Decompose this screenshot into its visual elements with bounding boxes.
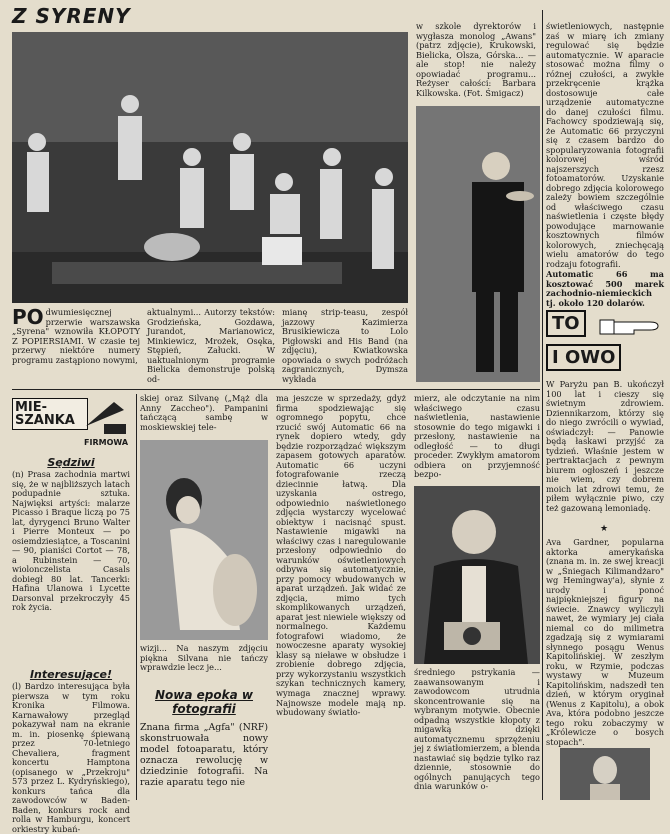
silvana-photo bbox=[140, 440, 268, 640]
agfa-col3: mierz, ale odczytanie na nim właściwego czasu naświetlenia, nastawienie stosownie do tego migawki i przesłony, nastawienie na odległość — to długi proceder. Zwykłym amatorom odbiera on przyjemność bezpo- bbox=[414, 393, 540, 480]
agfa-col1: Znana firma „Agfa" (NRF) skonstruowała nowy model fotoaparatu, który oznacza rewolucję w dziedzinie fotografii. Na razie aparatu tego nie bbox=[140, 722, 268, 789]
to-i-owo-text2: Ava Gardner, popularna aktorka amerykańska (znana m. in. ze swej kreacji w „Śniegach Kilimandżaro" wg Hemingway'a), słynie z urody i ponoć najpiękniejszej figury na świecie. Znawcy wyliczyli nawet, że wymiary jej ciała niemal co do milimetra zgadzają się z wymiarami słynnego posągu Wenus Kapitolińskiej. W zeszłym roku, w Rzymie, podczas wystawy w Muzeum Kapitolińskim, nadszedł ten dzień, w którym oryginał (Wenus z Kapitolu), a obok Ava, która podobno jeszcze tego roku zobaczymy w „Królewicze o bosych stopach". bbox=[546, 537, 664, 747]
pointing-hand-icon bbox=[600, 312, 664, 340]
agfa-col3-bottom: średniego pstrykania — zaawansowanym i zawodowcom utrudnia skoncentrowanie się na wybranym motywie. Obecnie odpadną wszystkie kłopoty z migawką dzięki automatycznemu sprzężeniu jej z światłomierzem, a blenda nastawiać się będzie tylko raz dziennie, stosownie do ogólnych panujących tego dnia warunków o- bbox=[414, 667, 540, 792]
to-i-owo-title-owo: I OWO bbox=[546, 344, 621, 371]
to-i-owo-text1: W Paryżu pan B. ukończył 100 lat i cieszy się świetnym zdrowiem. Dziennikarzom, którzy się do niego zwrócili o wywiad, oświadczył: — Panowie będą łaskawi przyjść za tydzień. Właśnie jestem w pertraktacjach z pewnym biurem ogłoszeń i jeszcze nie wiem, czy dobrem moich lat zdrowi temu, że piłem wyłącznie piwo, czy też gazowaną lemoniadę. bbox=[546, 379, 664, 513]
interesujace-text: (l) Bardzo interesująca była pierwsza w tym roku Kronika Filmowa. Karnawałowy przegląd pokazywał nam na ekranie m. in. piosenkę śpiewaną przez 70-letniego Chevaliera, fragment koncertu Hamptona (opisanego w „Przekroju" 573 przez L. Kydryńskiego), konkurs tańca dla zawodowców w Baden-Baden, konkurs rock and rolla w Hamburgu, koncert orkiestry kubań- bbox=[12, 681, 130, 834]
gramophone-icon bbox=[84, 396, 130, 436]
mieszanka-logo-text: MIE-SZANKA bbox=[12, 398, 88, 430]
syreny-lead-text: PO dwumiesięcznej przerwie warszawska „Syrena" wznowiła KŁOPOTY Z POPIERSIAMI. W czasie tej przerwy niektóre numery programu zastąpiono nowymi, bbox=[12, 305, 140, 365]
automatic-price: Automatic 66 ma kosztować 500 marek zachodnio-niemieckich tj. około 120 dolarów. bbox=[546, 269, 664, 308]
syreny-col3: mianę strip-teasu, zespół jazzowy Kazimierza Brusikiewicza to Lolo Pigłowski and His Band (na zdjęciu), Kwiatkowska opowiada o swych podróżach zagranicznych, Dymsza wykłada bbox=[282, 307, 408, 384]
to-i-owo-header bbox=[546, 310, 666, 374]
column-rule bbox=[136, 394, 137, 800]
agfa-col2: ma jeszcze w sprzedaży, gdyż firma spodziewając się ogromnego popytu, chce rzucić swój Automatic 66 na rynek dopiero wtedy, gdy będzie rozporządzać większym zapasem gotowych aparatów. Automatic 66 uczyni fotografowanie rzeczą dziecinnie łatwą. Dla uzyskania ostrego, odpowiednio naświetlonego zdjęcia wystarczy wycelować obiektyw i nacisnąć spust. Nastawienie migawki na właściwy czas i naregulowanie przesłony odpowiednio do warunków oświetleniowych odbywa się automatycznie, przy pomocy wbudowanych w aparat urządzeń. Jak widać ze zdjęcia, mimo tych skomplikowanych urządzeń, aparat jest niewiele większy od normalnego. Każdemu fotografowi wiadomo, że nowoczesne aparaty wysokiej klasy są nieławe w obsłudze i zrobienie dobrego zdjęcia, przy wykorzystaniu wszystkich szykan technicznych kamery, wymaga znacznej wprawy. Najnowsze modele mają np. wbudowany światło- bbox=[276, 393, 406, 718]
automatic-continuation: świetleniowych, następnie zaś w miarę ich zmiany regulować się będzie automatycznie. W aparacie stosować można filmy o różnej czułości, a zwykłe przekręcenie krążka dostosowuje całe urządzenie automatyczne do danej czułości filmu. Fachowcy spodziewają się, że Automatic 66 przyczyni się z czasem bardzo do spopularyzowania fotografii kolorowej wśród najszerszych rzesz fotoamatorów. Uzyskanie dobrego zdjęcia kolorowego zależy bowiem szczególnie od właściwego czasu naświetlenia i częste błędy powodujące marnowanie kosztownych filmów kolorowych, zniechęcają wielu amatorów do tego rodzaju fotografii. bbox=[546, 21, 664, 269]
star-divider: ★ bbox=[600, 524, 609, 534]
comedian-photo bbox=[416, 106, 540, 382]
to-i-owo-title-to: TO bbox=[546, 310, 586, 337]
syreny-col2: aktualnymi... Autorzy tekstów: Grodzieńska, Gozdawa, Jurandot, Marianowicz, Minkiewicz, Mrożek, Osęka, Stępień, Załucki. W uaktualnionym programie Bielicka demonstruje polską od- bbox=[147, 307, 275, 384]
silvana-caption: wizji... Na naszym zdjęciu piękna Silvana nie tańczy wprawdzie lecz je... bbox=[140, 643, 268, 673]
camera-photo bbox=[414, 486, 540, 664]
mieszanka-logo-sub: FIRMOWA bbox=[84, 438, 129, 447]
section-heading-sedziwi: Sędziwi bbox=[47, 456, 95, 469]
agfa-heading: Nowa epoka w fotografii bbox=[155, 688, 253, 716]
page-title: Z SYRENY bbox=[12, 4, 131, 28]
drop-cap: PO bbox=[12, 305, 44, 329]
column-rule bbox=[542, 10, 543, 800]
mieszanka-logo bbox=[12, 394, 130, 454]
silvana-text-top: skiej oraz Silvanę („Mąż dla Anny Zaccheo"). Pampanini tańczącą sambę w moskiewskiej tele- bbox=[140, 393, 268, 432]
jazz-band-photo bbox=[12, 32, 408, 303]
section-heading-interesujace: Interesujące! bbox=[29, 668, 113, 681]
section-divider bbox=[12, 389, 540, 390]
jazz-band-illustration bbox=[12, 32, 408, 303]
sedziwi-text: (n) Prasa zachodnia martwi się, że w najbliższych latach podupadnie sztuka. Najwięksi artyści: malarze Picasso i Braque liczą po 75 lat, dyrygenci Bruno Walter i Pierre Monteux — po osiemdziesiątce, a Toscanini — 90, pianiści Cortot — 78, a Rubinstein — 70, wiolonczelista Casals dobiegł 80 lat. Tancerki: Hafina Ulanowa i Lycette Darsonval przekroczyły 45 rok życia. bbox=[12, 469, 130, 613]
venus-statue-photo bbox=[560, 748, 650, 800]
syreny-continuation: w szkole dyrektorów i wygłasza monolog „Awans" (patrz zdjęcie), Krukowski, Bielicka, Olsza, Górska... — ale stop! nie należy opowiadać programu... Reżyser całości: Barbara Kilkowska. (Fot. Śmigacz) bbox=[416, 21, 536, 98]
